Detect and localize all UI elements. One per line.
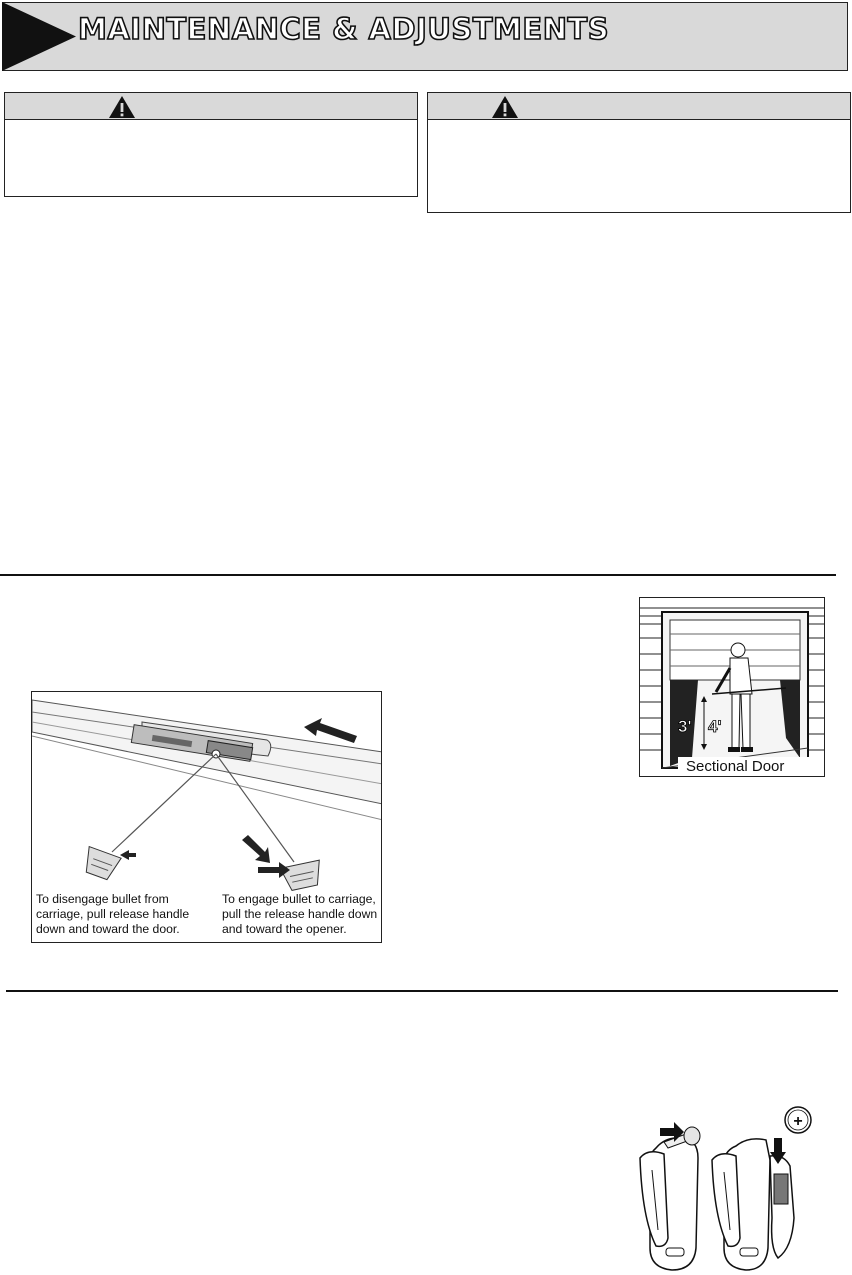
caption-disengage: To disengage bullet from carriage, pull release handle down and toward the door. [36, 892, 190, 936]
remote-battery-figure [628, 1098, 824, 1274]
warning-box-header [5, 93, 417, 120]
warning-box-right [427, 92, 851, 213]
sectional-door-figure [639, 597, 825, 777]
section-divider [0, 574, 836, 576]
battery-symbol: + [793, 1113, 803, 1130]
page-title: MAINTENANCE & ADJUSTMENTS [78, 12, 610, 46]
release-handle-icon [280, 860, 324, 892]
remote-icon [712, 1138, 794, 1270]
arrow-icon [242, 835, 270, 863]
section-arrow-icon [2, 2, 76, 71]
warning-box-left [4, 92, 418, 197]
caption-engage: To engage bullet to carriage, pull the release handle down and toward the opener. [222, 892, 378, 936]
dimension-label-4ft: 4' [708, 717, 722, 736]
warning-icon [108, 95, 136, 119]
warning-icon [491, 95, 519, 119]
section-divider [6, 990, 838, 992]
release-handle-figure [31, 691, 382, 943]
arrow-icon [120, 850, 136, 860]
door-caption: Sectional Door [686, 758, 785, 775]
warning-box-header [428, 93, 850, 120]
arrow-icon [304, 718, 357, 743]
remote-icon [640, 1122, 700, 1270]
dimension-label-3ft: 3' [678, 717, 692, 736]
release-handle-icon [81, 847, 122, 882]
garage-illustration [640, 598, 825, 777]
